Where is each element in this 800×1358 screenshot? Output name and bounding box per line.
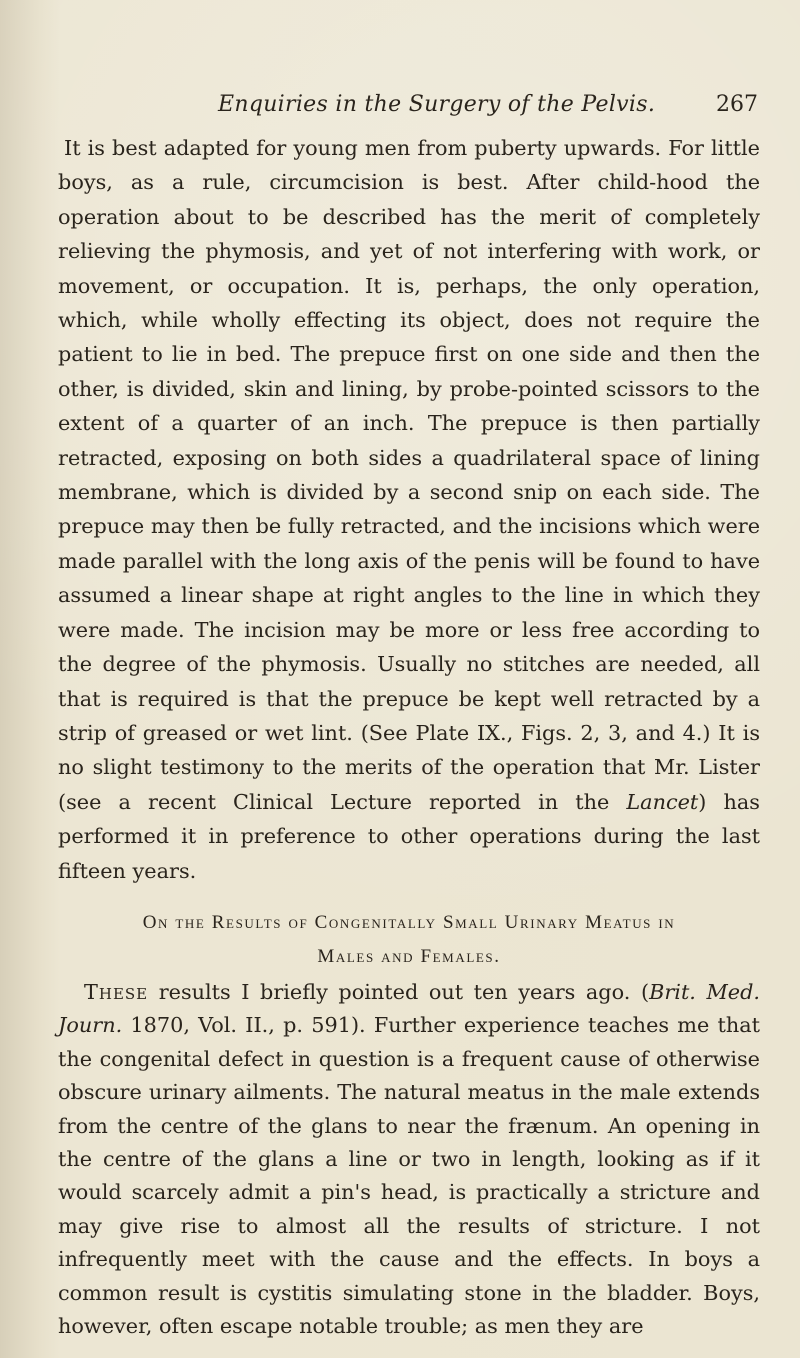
page-header <box>58 92 760 117</box>
lancet-reference: Lancet <box>626 789 699 814</box>
section-heading-line-1: On the Results of Congenitally Small Urinary Meatus in <box>142 911 676 933</box>
section-heading <box>58 906 760 974</box>
paragraph-1-text-a: It is best adapted for young men from puberty upwards. For little boys, as a rule, circumcision is best. After child-hood the operation about to be described has the merit of completely relieving the phymosis, and yet of not interfering with work, or movement, or occupation. It is, perhaps, the only operation, which, while wholly effecting its object, does not require the patient to lie in bed. The prepuce first on one side and then the other, is divided, skin and lining, by probe-pointed scissors to the extent of a quarter of an inch. The prepuce is then partially retracted, exposing on both sides a quadrilateral space of lining membrane, which is divided by a second snip on each side. The prepuce may then be fully retracted, and the incisions which were made parallel with the long axis of the penis will be found to have assumed a linear shape at right angles to the line in which they were made. The incision may be more or less free according to the degree of the phymosis. Usually no stitches are needed, all that is required is that the prepuce be kept well retracted by a strip of greased or wet lint. (See Plate IX., Figs. 2, 3, and 4.) It is no slight testimony to the merits of the operation that Mr. Lister (see a recent Clinical Lecture reported in the <box>58 136 760 814</box>
paragraph-2-text-b: 1870, Vol. II., p. 591). Further experience teaches me that the congenital defect in question is a frequent cause of otherwise obscure urinary ailments. The natural meatus in the male extends from the centre of the glans to near the frænum. An opening in the centre of the glans a line or two in length, looking as if it would scarcely admit a pin's head, is practically a stricture and may give rise to almost all the results of stricture. I not infrequently meet with the cause and the effects. In boys a common result is cystitis simulating stone in the bladder. Boys, however, often escape notable trouble; as men they are <box>58 1013 760 1338</box>
journal-reference: Brit. Med. Journ. <box>58 979 760 1038</box>
paragraph-1-text-b: ) has performed it in preference to other operations during the last fifteen years. <box>58 789 760 883</box>
paragraph-urinary-meatus <box>58 976 760 1343</box>
paragraph-phymosis-operation <box>58 131 760 888</box>
paragraph-2-text-a: results I briefly pointed out ten years ago. ( <box>148 979 650 1004</box>
running-head: Enquiries in the Surgery of the Pelvis. <box>218 92 656 117</box>
lead-word: These <box>84 979 149 1004</box>
page-number: 267 <box>716 92 758 117</box>
section-heading-line-2: Males and Females. <box>317 945 501 967</box>
